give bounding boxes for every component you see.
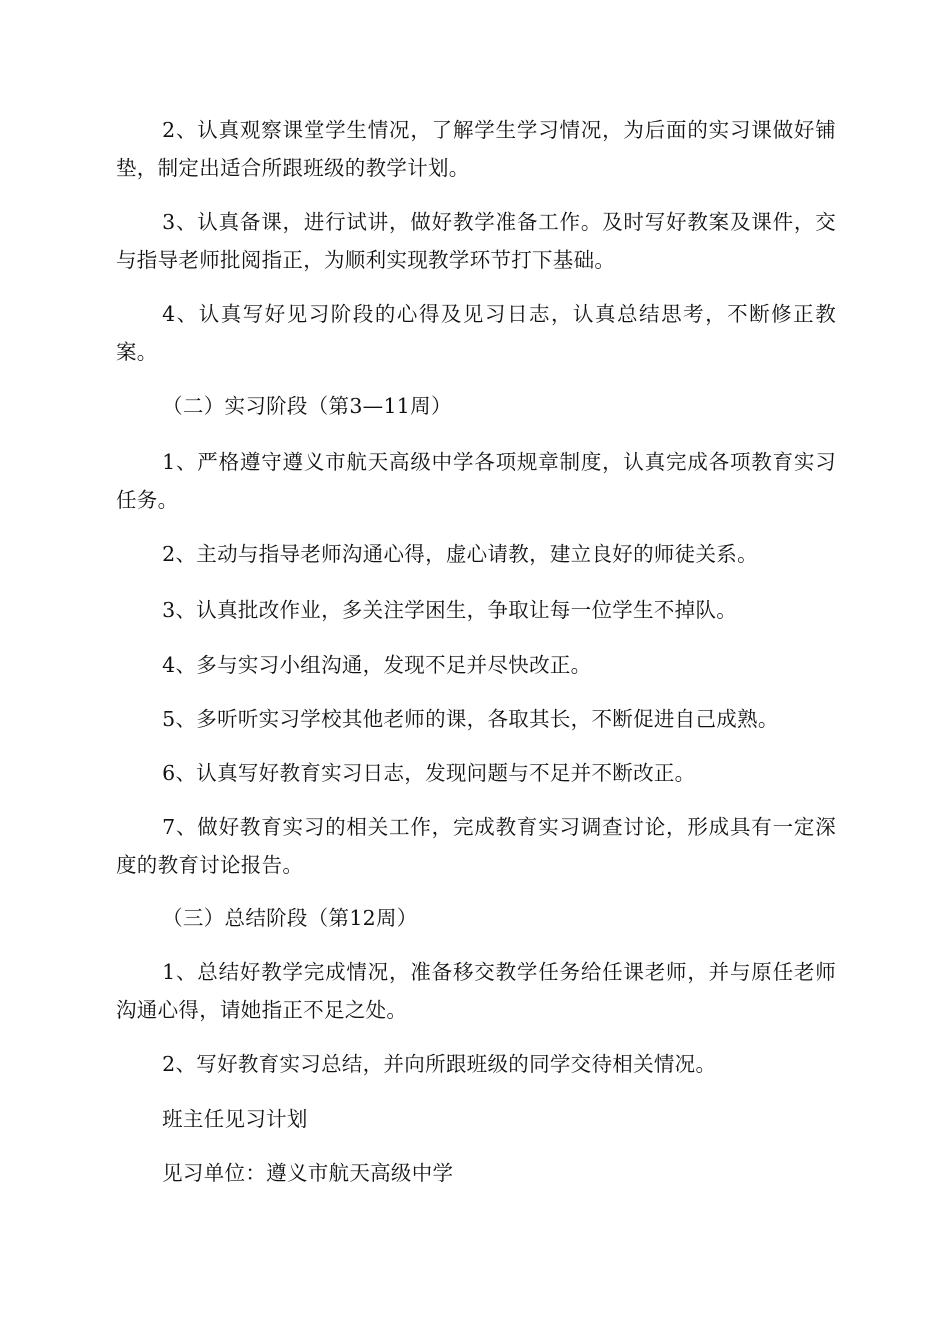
section-heading-internship-stage: （二）实习阶段（第3—11周） bbox=[162, 394, 452, 418]
paragraph-follow-rules: 1、严格遵守遵义市航天高级中学各项规章制度，认真完成各项教育实习任务。 bbox=[116, 450, 836, 512]
paragraph-research-report: 7、做好教育实习的相关工作，完成教育实习调查讨论，形成具有一定深度的教育讨论报告。 bbox=[116, 815, 836, 877]
paragraph-final-summary: 2、写好教育实习总结，并向所跟班级的同学交待相关情况。 bbox=[162, 1052, 717, 1076]
paragraph-grade-homework: 3、认真批改作业，多关注学困生，争取让每一位学生不掉队。 bbox=[162, 598, 738, 622]
paragraph-write-notes: 4、认真写好见习阶段的心得及见习日志，认真总结思考，不断修正教案。 bbox=[116, 302, 836, 364]
paragraph-observe-class: 2、认真观察课堂学生情况，了解学生学习情况，为后面的实习课做好铺垫，制定出适合所跟班级的教学计划。 bbox=[116, 118, 836, 180]
paragraph-team-communication: 4、多与实习小组沟通，发现不足并尽快改正。 bbox=[162, 653, 592, 677]
paragraph-communicate-mentor: 2、主动与指导老师沟通心得，虚心请教，建立良好的师徒关系。 bbox=[162, 542, 758, 566]
paragraph-prepare-lessons: 3、认真备课，进行试讲，做好教学准备工作。及时写好教案及课件，交与指导老师批阅指正，为顺利实现教学环节打下基础。 bbox=[116, 210, 836, 272]
section-heading-class-teacher-plan: 班主任见习计划 bbox=[162, 1107, 308, 1131]
paragraph-handover: 1、总结好教学完成情况，准备移交教学任务给任课老师，并与原任老师沟通心得，请她指正不足之处。 bbox=[116, 960, 836, 1022]
paragraph-internship-unit: 见习单位：遵义市航天高级中学 bbox=[162, 1161, 454, 1185]
paragraph-attend-lectures: 5、多听听实习学校其他老师的课，各取其长，不断促进自己成熟。 bbox=[162, 707, 779, 731]
paragraph-practice-log: 6、认真写好教育实习日志，发现问题与不足并不断改正。 bbox=[162, 761, 696, 785]
section-heading-summary-stage: （三）总结阶段（第12周） bbox=[162, 906, 418, 930]
